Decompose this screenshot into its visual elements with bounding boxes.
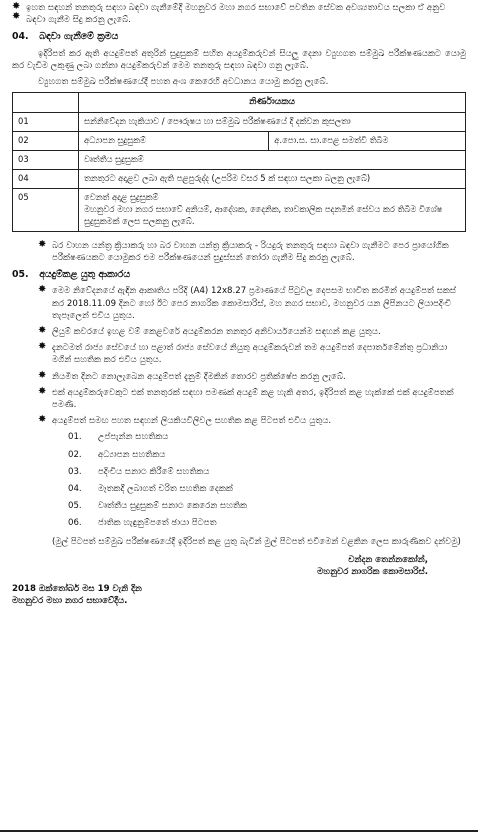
practical-test-bullet — [38, 240, 466, 264]
item-text: පදිංචිය සනාථ කිරීමේ සහතිකය — [98, 466, 210, 477]
section-title: බඳවා ගැනීමේ ක්‍රමය — [39, 31, 119, 43]
intro-text: ඉහත සඳහන් තනතුරු සඳහා බඳවා ගැනීමේදී මහනුවර මහා නගර සභාවේ පවතින සේවක අවශ්‍යතාවය සලකා ඒ අනුව බඳවා ගැනීම සිදු කරනු ලැබේ. — [26, 3, 446, 26]
item-number: 04. — [68, 483, 82, 494]
original-copies-note: (මුල් පිටපත් සම්මුඛ පරීක්ෂණයේදී ඉදිරිපත් කළ යුතු බැවින් මුල් පිටපත් එවීමෙන් වළකින ලෙස කාරුණිකව දන්වමු) — [52, 536, 461, 547]
table-row — [13, 113, 466, 132]
table-row — [13, 150, 466, 169]
section-04-heading — [12, 30, 466, 43]
instruction-text: දැනටමත් රාජ්‍ය සේවයේ හා පළාත් රාජ්‍ය සේවයේ නියුතු අයදුම්කරුවන් තම අයදුම්පත් දෙපාර්තමේන්තු ප්‍රධානියා මගින් සහතික කර එවිය යුතුය. — [52, 343, 448, 366]
footer-date: 2018 ඔක්තෝබර් මස 19 වැනි දින — [12, 583, 142, 594]
table-row — [13, 132, 466, 151]
list-item — [68, 483, 466, 495]
star-bullet-icon: ✸ — [38, 284, 47, 296]
instruction-text: ලියුම් කවරයේ ඉහළ වම් කෙළවරේ අයදුම්කරන තනතුර අනිවාර්යයෙන්ම සඳහන් කළ යුතුය. — [52, 326, 381, 337]
section-title: අයදුම්කළ යුතු ආකාරය — [39, 268, 131, 280]
list-item — [38, 387, 466, 411]
list-item — [38, 285, 466, 322]
table-row — [13, 188, 466, 231]
criteria-table — [12, 92, 466, 231]
list-item — [68, 466, 466, 478]
section-number: 04. — [12, 31, 29, 43]
row-text: අධ්‍යාපන සුදුසුකම් — [79, 132, 269, 151]
item-text: ජාතික හැඳුනුම්පතේ ඡායා පිටපත — [98, 518, 217, 529]
row-index: 03 — [13, 150, 79, 169]
table-header-blank — [13, 93, 79, 113]
row-text: තනතුරට අදාළව ලබා ඇති පළපුරුද්ද (උපරිම වසර 5 ක් සඳහා සලකා බලනු ලැබේ) — [79, 169, 466, 188]
star-bullet-icon: ✸ — [38, 238, 47, 250]
signatory-title: මහනුවර නාගරික කොමසාරිස්. — [317, 567, 428, 578]
item-number: 03. — [68, 466, 82, 477]
table-header: නිර්ණායකය — [79, 93, 466, 113]
list-item — [68, 449, 466, 461]
section-04-para2: ව්‍යුහගත සම්මුඛ පරීක්ෂණයේදී පහත අංශ කෙරෙහි අවධානය යොමු කරනු ලැබේ. — [38, 77, 329, 88]
star-bullet-icon: ✸ — [38, 341, 47, 353]
row-text: වෘත්තීය සුදුසුකම් — [79, 150, 466, 169]
row-text: වෙනත් අදාළ සුදුසුකම් මහනුවර මහා නගර සභාවේ අනියම්, ආදේශක, දෛනික, තාවකාලික පදනමින් සේවය කර තිබීම විශේෂ සුදුසුකමක් ලෙස සලකනු ලැබේ. — [79, 188, 466, 231]
list-item — [68, 431, 466, 443]
item-text: උප්පැන්න සහතිකය — [98, 432, 169, 443]
item-text: වෘත්තීය සුදුසුකම් සනාථ කෙරෙන සහතික — [98, 501, 247, 512]
table-row — [13, 169, 466, 188]
star-bullet-icon: ✸ — [38, 369, 47, 381]
item-number: 02. — [68, 449, 82, 460]
star-bullet-icon: ✸ ✸ — [12, 1, 21, 22]
list-item — [38, 415, 466, 427]
list-item — [38, 326, 466, 338]
footer-place: මහනුවර මහා නගර සභාවේදීය. — [12, 596, 128, 607]
item-number: 01. — [68, 432, 82, 443]
section-number: 05. — [12, 268, 29, 280]
footer-block — [12, 583, 466, 608]
signatory-name: චන්දන තෙන්නකෝන්, — [348, 554, 428, 565]
instruction-text: මෙම නිවේදනයේ ඇඳින ආකෘතිය පරිදි (A4) 12x8.27 ප්‍රමාණයේ පිටුවල දෙපසම භාවිත කරමින් අයදුම්පත් සකස් කර 2018.11.09 දිනට හෝ ඊට පෙර නාගරික කොමසාරිස්, මහ නගර සභාව, මහනුවර යන ලිපිනයට ලියාපදිංචි තැපෑලෙන් එවිය යුතුය. — [52, 286, 457, 321]
row-text: සන්නිවේදන හැකියාව / පෞරුෂය හා සම්මුඛ පරීක්ෂණයේ දී දක්වන කුසලතා — [79, 113, 466, 132]
signature-block — [12, 554, 428, 579]
section-04-para1: ඉදිරිපත් කර ඇති අයදුම්පත් අතුරින් සුදුසුකම් සහිත අයදුම්කරුවන් සියලු දෙනා ව්‍යුහගත සම්මුඛ පරීක්ෂණයකට යොමු කර වැඩිම ලකුණු ලබා ගන්නා අයදුම්කරුවන් මෙම තනතුරු සඳහා බඳවා ගනු ලැබේ. — [12, 48, 466, 71]
star-bullet-icon: ✸ — [38, 414, 47, 426]
row-index: 01 — [13, 113, 79, 132]
documents-list — [68, 431, 466, 529]
intro-bullet — [12, 2, 466, 26]
item-number: 05. — [68, 501, 82, 512]
instruction-text: අයදුම්පත් සමඟ පහත සඳහන් ලියකියවිලිවල සහතික කළ පිටපත් එවිය යුතුය. — [52, 416, 332, 427]
row-index: 04 — [13, 169, 79, 188]
list-item — [68, 517, 466, 529]
item-text: අධ්‍යාපන සහතිකය — [98, 449, 166, 460]
row-extra: අ.පො.ස. සා.පෙළ සමත්වී තිබීම — [269, 132, 466, 151]
application-instructions — [38, 285, 466, 427]
star-bullet-icon: ✸ — [38, 385, 47, 397]
list-item — [68, 500, 466, 512]
item-text: මෑතකදී ලබාගත් චරිත සහතික දෙකක් — [98, 483, 233, 494]
row-index: 02 — [13, 132, 79, 151]
section-05-heading — [12, 268, 466, 281]
item-number: 06. — [68, 518, 82, 529]
practical-test-text: බර වාහන යන්ත්‍ර ක්‍රියාකරු හා බර වාහන යන්ත්‍ර ක්‍රියාකරු - රියදුරු තනතුරු සඳහා බඳවා ගැනීමට පෙර ප්‍රායෝගික පරීක්ෂණයකට යොමුකර එම පරීක්ෂණයෙන් සුදුස්සන් තෝරා ගැනීම සිදු කරනු ලැබේ. — [52, 240, 449, 263]
instruction-text: නියමිත දිනට නොලැබෙන අයදුම්පත් දැනුම් දීමකින් තොරව ප්‍රතික්ෂේප කරනු ලැබේ. — [52, 371, 346, 382]
instruction-text: එක් අයදුම්කරුවෙකුට එක් තනතුරක් සඳහා පමණක් අයදුම් කළ හැකි අතර, ඉදිරිපත් කළ හැක්කේ එක් අයදුම්පතක් පමණි. — [52, 387, 454, 410]
list-item — [38, 342, 466, 366]
star-bullet-icon: ✸ — [38, 324, 47, 336]
row-index: 05 — [13, 188, 79, 231]
list-item — [38, 371, 466, 383]
